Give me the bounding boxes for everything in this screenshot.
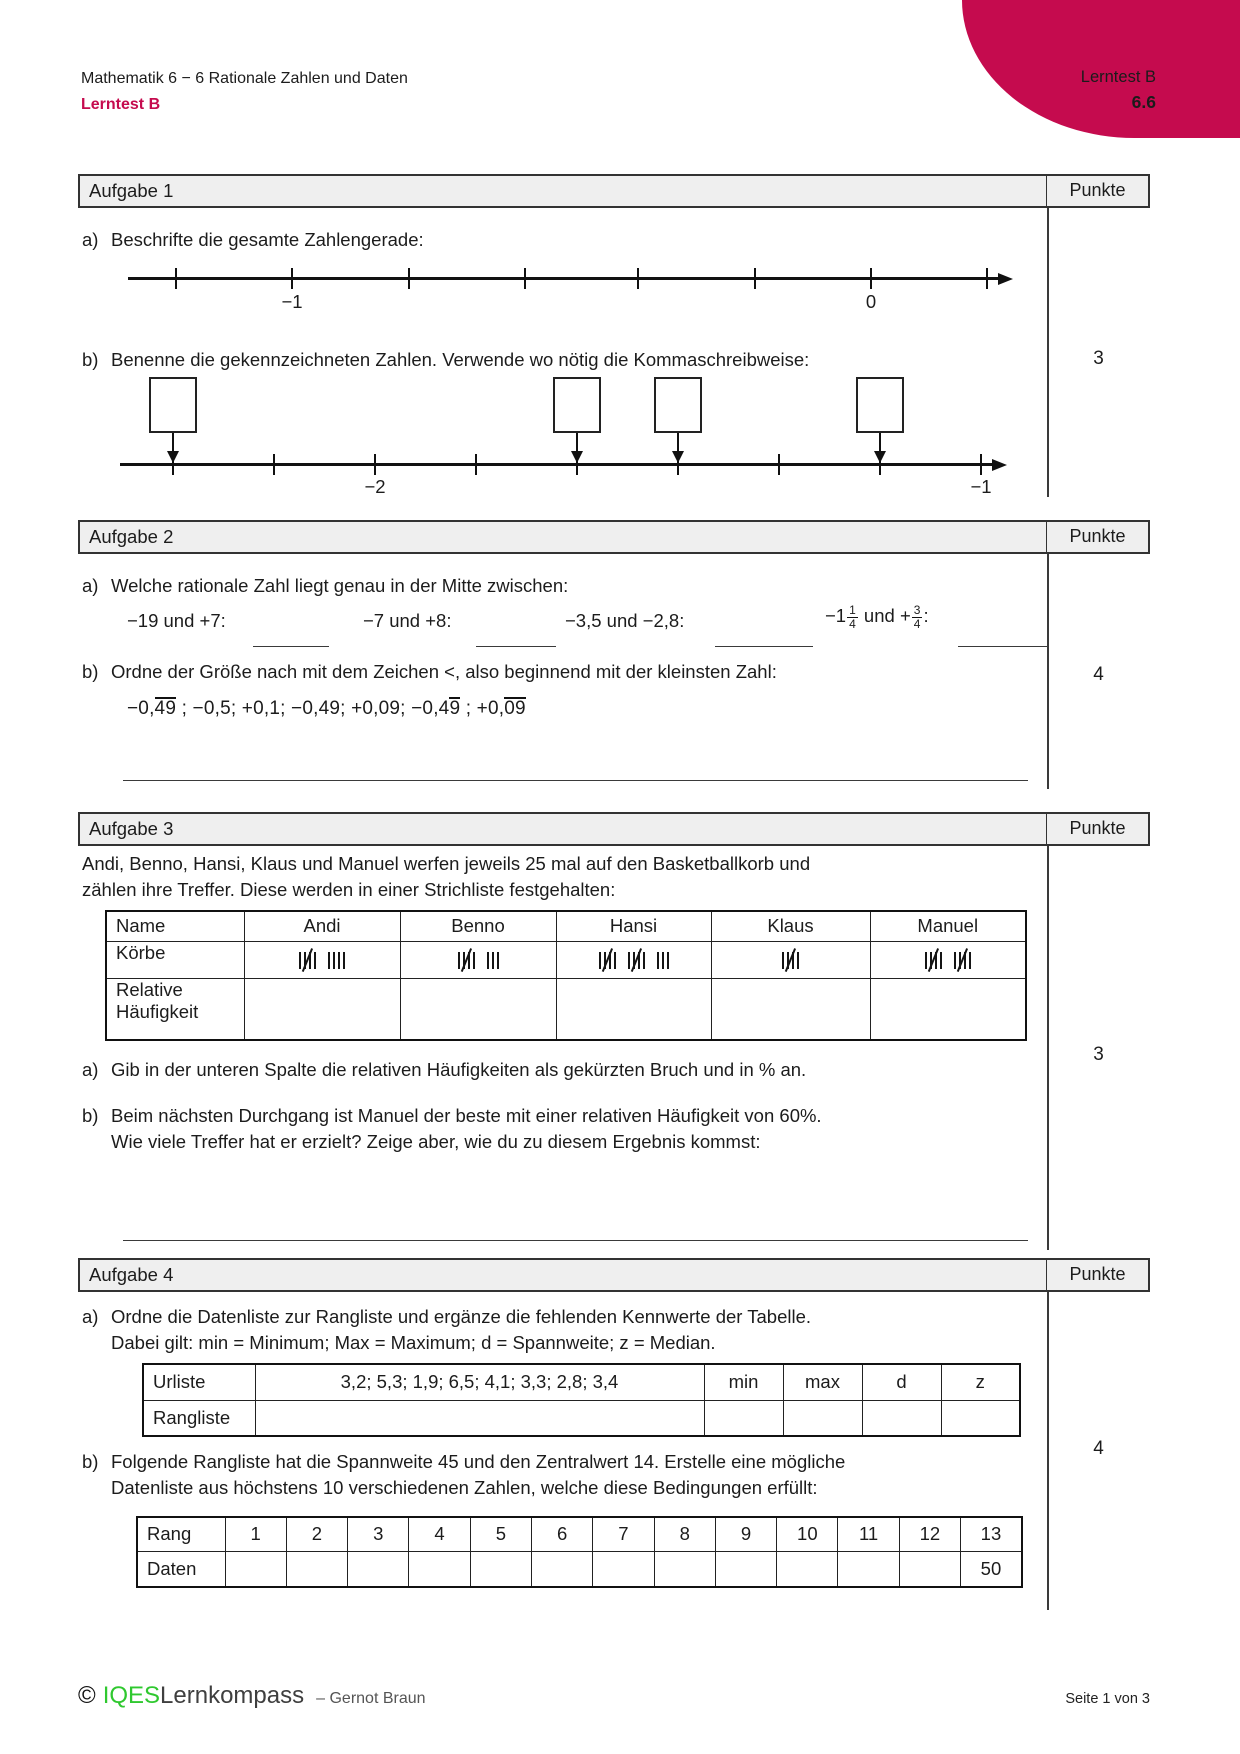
- aufgabe3-part-a: [82, 1058, 806, 1082]
- empty-answer-cell: [531, 1551, 592, 1587]
- tick-label: −2: [364, 476, 386, 497]
- rank-cell: 2: [286, 1517, 347, 1551]
- tally-cell: [244, 941, 400, 978]
- sequence-text: ; −0,5; +0,1; −0,49; +0,09;: [176, 698, 412, 719]
- header-cell-z: z: [941, 1364, 1020, 1400]
- empty-answer-cell: [255, 1400, 704, 1436]
- axis-tick: [754, 268, 756, 289]
- plus-sign: +: [899, 605, 911, 627]
- table-row: [106, 978, 1026, 1040]
- aufgabe1-part-a: [82, 228, 424, 252]
- document-header: [81, 70, 408, 114]
- aufgabe3-points-value: 3: [1093, 1044, 1104, 1065]
- rank-cell: 10: [777, 1517, 838, 1551]
- header-cell-benno: Benno: [400, 911, 556, 941]
- empty-answer-cell: [870, 978, 1026, 1040]
- part-text: Welche rationale Zahl liegt genau in der Mitte zwischen:: [111, 575, 569, 596]
- aufgabe4-title: Aufgabe 4: [80, 1260, 1047, 1290]
- tally-cell: [556, 941, 711, 978]
- points-header: Punkte: [1069, 526, 1126, 546]
- daten-value-cell: 50: [961, 1551, 1022, 1587]
- numberline-a: [120, 258, 1060, 348]
- empty-answer-cell: [704, 1400, 783, 1436]
- axis-tick: [524, 268, 526, 289]
- page-number: Seite 1 von 3: [1065, 1691, 1150, 1707]
- empty-answer-cell: [400, 978, 556, 1040]
- midpoint-item-2: −7 und +8:: [363, 610, 452, 631]
- rank-cell: 11: [838, 1517, 899, 1551]
- sequence-text: −0,: [127, 698, 155, 719]
- badge-chapter-number: 6.6: [1131, 92, 1156, 112]
- marker-arrow-icon: [571, 451, 583, 463]
- tally-group-of-5: [458, 952, 475, 969]
- answer-blank-3: [715, 646, 813, 647]
- marker-arrow-icon: [672, 451, 684, 463]
- axis-tick: [291, 268, 293, 289]
- aufgabe4-body: [78, 1292, 1150, 1610]
- row-label-rang: Rang: [137, 1517, 225, 1551]
- copyright-icon: ©: [78, 1682, 96, 1709]
- axis-tick: [980, 454, 982, 475]
- aufgabe3-body: [78, 846, 1150, 1250]
- aufgabe3-title: Aufgabe 3: [80, 814, 1047, 844]
- part-label: b): [82, 1105, 99, 1126]
- tally-group-of-5: [925, 952, 942, 969]
- part-label: a): [82, 229, 99, 250]
- intro-line-1: Andi, Benno, Hansi, Klaus und Manuel werfen jeweils 25 mal auf den Basketballkorb und: [82, 853, 811, 874]
- header-cell-hansi: Hansi: [556, 911, 711, 941]
- table-row: [143, 1364, 1020, 1400]
- marker-arrow-icon: [874, 451, 886, 463]
- colon: :: [923, 605, 929, 627]
- table-row: [137, 1551, 1022, 1587]
- mixed-number-sign: −1: [825, 605, 847, 627]
- row-label-rangliste: Rangliste: [143, 1400, 255, 1436]
- part-label: b): [82, 349, 99, 370]
- empty-answer-cell: [838, 1551, 899, 1587]
- axis-arrow-icon: [998, 273, 1013, 285]
- aufgabe2-title: Aufgabe 2: [80, 522, 1047, 552]
- table-row: [106, 941, 1026, 978]
- urliste-values: 3,2; 5,3; 1,9; 6,5; 4,1; 3,3; 2,8; 3,4: [255, 1364, 704, 1400]
- axis-tick: [273, 454, 275, 475]
- sequence-text: ; +0,: [460, 698, 505, 719]
- repeating-decimal-part: 09: [504, 698, 526, 719]
- tally-group-of-3: [657, 952, 669, 969]
- rank-cell: 12: [899, 1517, 960, 1551]
- empty-answer-cell: [783, 1400, 862, 1436]
- answer-blank-2: [476, 646, 556, 647]
- course-title: Mathematik 6 − 6 Rationale Zahlen und Daten: [81, 70, 408, 87]
- header-cell-d: d: [862, 1364, 941, 1400]
- aufgabe2-part-a: [82, 574, 568, 598]
- urliste-table: [142, 1363, 1021, 1437]
- numberline-axis: [128, 277, 998, 280]
- rank-cell: 4: [409, 1517, 470, 1551]
- empty-answer-cell: [941, 1400, 1020, 1436]
- empty-answer-cell: [593, 1551, 654, 1587]
- aufgabe3-part-b-line2: Wie viele Treffer hat er erzielt? Zeige aber, wie du zu diesem Ergebnis kommst:: [111, 1131, 761, 1152]
- axis-tick: [175, 268, 177, 289]
- empty-answer-cell: [715, 1551, 776, 1587]
- part-label: a): [82, 575, 99, 596]
- row-label-relative-haeufigkeit: Relative Häufigkeit: [106, 978, 244, 1040]
- aufgabe4-part-a: [82, 1305, 811, 1329]
- axis-tick: [374, 454, 376, 475]
- fraction-three-quarters: $\frac{3}{4}$: [913, 603, 921, 632]
- header-cell-manuel: Manuel: [870, 911, 1026, 941]
- answer-box: [856, 377, 904, 433]
- marker-arrow-stem: [879, 433, 881, 451]
- answer-blank-1: [253, 646, 329, 647]
- tally-group-of-4: [328, 952, 345, 969]
- header-cell-name: Name: [106, 911, 244, 941]
- empty-answer-cell: [244, 978, 400, 1040]
- badge-test-label: Lerntest B: [1080, 68, 1156, 86]
- row-label-daten: Daten: [137, 1551, 225, 1587]
- points-header: Punkte: [1069, 180, 1126, 200]
- tally-group-of-5: [599, 952, 616, 969]
- empty-answer-cell: [286, 1551, 347, 1587]
- midpoint-item-3: −3,5 und −2,8:: [565, 610, 685, 631]
- numberline-b: [120, 375, 1060, 500]
- tick-label: −1: [970, 476, 992, 497]
- part-text: Beim nächsten Durchgang ist Manuel der beste mit einer relativen Häufigkeit von 60%.: [111, 1105, 822, 1126]
- rank-cell: 3: [348, 1517, 409, 1551]
- axis-tick: [778, 454, 780, 475]
- strichliste-table: [105, 910, 1027, 1041]
- decimal-sequence: [127, 697, 526, 720]
- aufgabe2-header-bar: [78, 520, 1150, 554]
- rank-cell: 5: [470, 1517, 531, 1551]
- aufgabe1-header-bar: [78, 174, 1150, 208]
- aufgabe2-part-b: [82, 660, 777, 684]
- axis-arrow-icon: [992, 459, 1007, 471]
- empty-answer-cell: [470, 1551, 531, 1587]
- empty-answer-cell: [348, 1551, 409, 1587]
- aufgabe4-points-value: 4: [1093, 1438, 1104, 1459]
- rank-cell: 13: [961, 1517, 1022, 1551]
- tally-cell: [400, 941, 556, 978]
- empty-answer-cell: [409, 1551, 470, 1587]
- fraction-one-quarter: $\frac{1}{4}$: [849, 603, 856, 632]
- tally-group-of-5: [299, 952, 316, 969]
- repeating-decimal-part: 49: [154, 698, 177, 719]
- aufgabe4-part-b-line2: Datenliste aus höchstens 10 verschiedenen Zahlen, welche diese Bedingungen erfüllt:: [111, 1477, 818, 1498]
- points-header: Punkte: [1069, 1264, 1126, 1284]
- answer-box: [149, 377, 197, 433]
- rank-cell: 9: [715, 1517, 776, 1551]
- empty-answer-cell: [711, 978, 870, 1040]
- row-label-urliste: Urliste: [143, 1364, 255, 1400]
- part-text: Gib in der unteren Spalte die relativen Häufigkeiten als gekürzten Bruch und in % an.: [111, 1059, 807, 1080]
- aufgabe4-header-bar: [78, 1258, 1150, 1292]
- part-text: Ordne der Größe nach mit dem Zeichen <, also beginnend mit der kleinsten Zahl:: [111, 661, 777, 682]
- repeating-decimal-part: 9: [449, 698, 461, 719]
- corner-badge: [962, 0, 1240, 138]
- empty-answer-cell: [654, 1551, 715, 1587]
- sequence-text: −0,4: [411, 698, 450, 719]
- part-label: a): [82, 1059, 99, 1080]
- und-text: und: [858, 605, 900, 627]
- tally-group-of-5: [628, 952, 645, 969]
- tally-group-of-5: [954, 952, 971, 969]
- answer-line: [123, 1240, 1028, 1241]
- marker-arrow-stem: [172, 433, 174, 451]
- empty-answer-cell: [556, 978, 711, 1040]
- test-label: Lerntest B: [81, 96, 161, 113]
- axis-tick: [475, 454, 477, 475]
- midpoint-item-1: −19 und +7:: [127, 610, 226, 631]
- axis-tick: [986, 268, 988, 289]
- table-row: [106, 911, 1026, 941]
- header-cell-klaus: Klaus: [711, 911, 870, 941]
- header-cell-max: max: [783, 1364, 862, 1400]
- intro-line-2: zählen ihre Treffer. Diese werden in einer Strichliste festgehalten:: [82, 879, 616, 900]
- points-header: Punkte: [1069, 818, 1126, 838]
- part-label: a): [82, 1306, 99, 1327]
- axis-tick: [408, 268, 410, 289]
- part-label: b): [82, 661, 99, 682]
- marker-arrow-stem: [677, 433, 679, 451]
- midpoint-item-4: [825, 604, 929, 631]
- page-footer: [78, 1682, 1150, 1710]
- empty-answer-cell: [899, 1551, 960, 1587]
- marker-arrow-stem: [576, 433, 578, 451]
- section-aufgabe-3: [78, 812, 1150, 1250]
- answer-box: [654, 377, 702, 433]
- empty-answer-cell: [777, 1551, 838, 1587]
- part-text: Ordne die Datenliste zur Rangliste und ergänze die fehlenden Kennwerte der Tabelle.: [111, 1306, 812, 1327]
- marker-arrow-icon: [167, 451, 179, 463]
- axis-tick: [870, 268, 872, 289]
- table-row: [143, 1400, 1020, 1436]
- header-cell-min: min: [704, 1364, 783, 1400]
- rank-cell: 7: [593, 1517, 654, 1551]
- part-text: Beschrifte die gesamte Zahlengerade:: [111, 229, 424, 250]
- aufgabe1-points-value: 3: [1093, 348, 1104, 369]
- axis-tick: [637, 268, 639, 289]
- table-row: [137, 1517, 1022, 1551]
- aufgabe2-body: [78, 554, 1150, 789]
- rank-cell: 6: [531, 1517, 592, 1551]
- aufgabe1-part-b: [82, 348, 809, 372]
- aufgabe2-points-value: 4: [1093, 664, 1104, 685]
- tally-group-of-5: [782, 952, 799, 969]
- empty-answer-cell: [225, 1551, 286, 1587]
- part-text: Benenne die gekennzeichneten Zahlen. Verwende wo nötig die Kommaschreibweise:: [111, 349, 810, 370]
- author-name: – Gernot Braun: [316, 1690, 426, 1707]
- answer-line: [123, 780, 1028, 781]
- answer-blank-4: [958, 646, 1047, 647]
- tally-group-of-3: [487, 952, 499, 969]
- brand-lernkompass: Lernkompass: [160, 1682, 305, 1709]
- numberline-axis: [120, 463, 992, 466]
- section-aufgabe-2: [78, 520, 1150, 789]
- tick-label: 0: [865, 291, 877, 312]
- part-text: Folgende Rangliste hat die Spannweite 45 und den Zentralwert 14. Erstelle eine mögliche: [111, 1451, 846, 1472]
- aufgabe3-part-b: [82, 1104, 822, 1128]
- rank-cell: 8: [654, 1517, 715, 1551]
- tick-label: −1: [281, 291, 303, 312]
- section-aufgabe-1: [78, 174, 1150, 497]
- part-label: b): [82, 1451, 99, 1472]
- answer-box: [553, 377, 601, 433]
- aufgabe3-header-bar: [78, 812, 1150, 846]
- tally-cell: [870, 941, 1026, 978]
- header-cell-andi: Andi: [244, 911, 400, 941]
- brand-iqes: IQES: [102, 1682, 161, 1709]
- tally-cell: [711, 941, 870, 978]
- aufgabe4-part-b: [82, 1450, 845, 1474]
- rank-cell: 1: [225, 1517, 286, 1551]
- empty-answer-cell: [862, 1400, 941, 1436]
- aufgabe1-title: Aufgabe 1: [80, 176, 1047, 206]
- rangliste-table: [136, 1516, 1023, 1588]
- aufgabe4-part-a-line2: Dabei gilt: min = Minimum; Max = Maximum; d = Spannweite; z = Median.: [111, 1332, 716, 1353]
- aufgabe1-body: [78, 208, 1150, 497]
- row-label-koerbe: Körbe: [106, 941, 244, 978]
- section-aufgabe-4: [78, 1258, 1150, 1610]
